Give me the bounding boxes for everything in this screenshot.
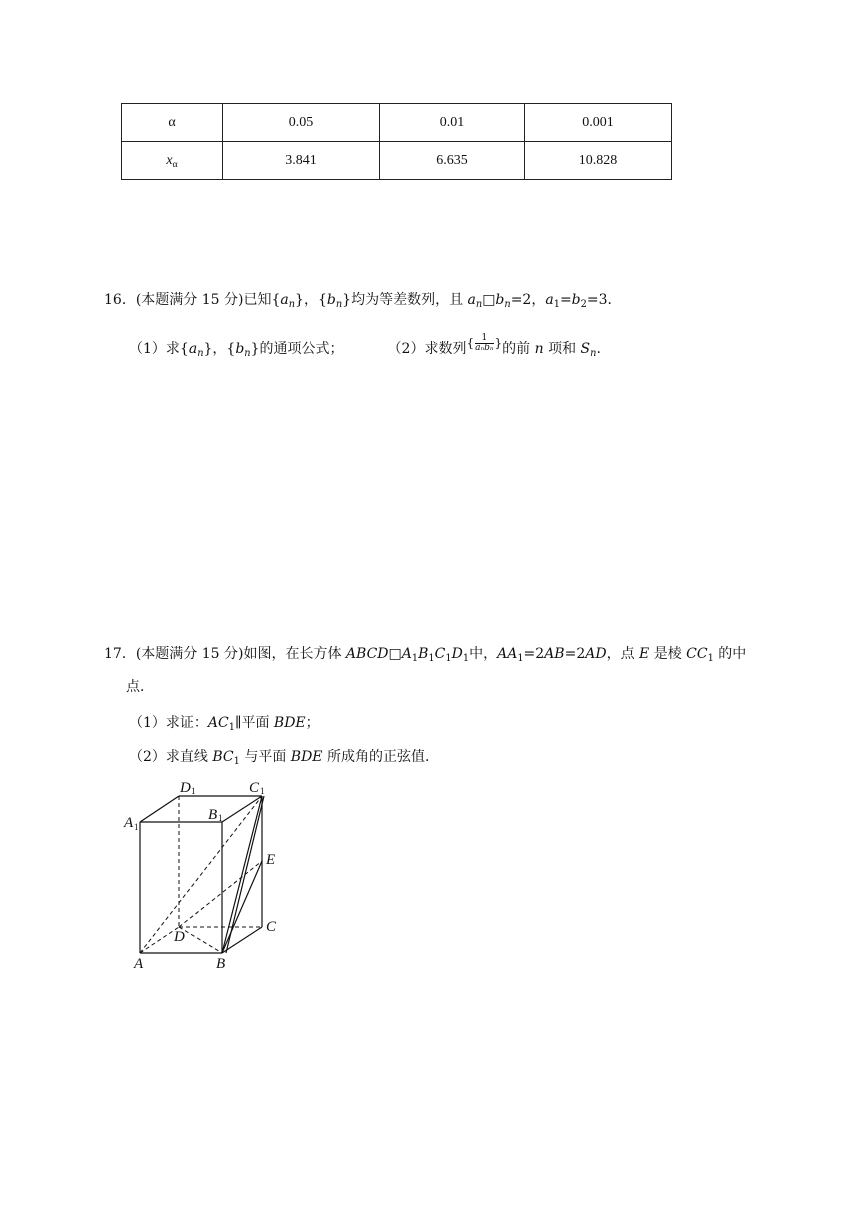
label-C1: C — [249, 780, 260, 796]
question-17-part-1 — [129, 713, 320, 733]
text: 与平面 — [244, 749, 287, 765]
brace-left: { — [466, 336, 475, 350]
label-D: D — [174, 929, 185, 945]
text: =3． — [586, 292, 622, 308]
sub-2: 2 — [580, 298, 587, 310]
text: }的通项公式； — [250, 341, 344, 357]
text: }均为等差数列，且 — [342, 292, 468, 308]
text: ，点 — [606, 646, 635, 662]
text: □ — [388, 646, 402, 662]
var-S: S — [580, 341, 591, 357]
label-sub: 1 — [134, 822, 139, 832]
text: 的中 — [718, 646, 747, 662]
var-AA: AA — [497, 646, 518, 662]
fraction-denominator: aₙbₙ — [475, 342, 494, 353]
sub-1: 1 — [233, 755, 240, 767]
text: （2）求数列 — [387, 341, 467, 357]
table-cell: 0.01 — [380, 104, 525, 142]
sub-n: n — [590, 347, 597, 359]
fraction — [475, 334, 493, 353]
question-16-parts — [129, 332, 601, 359]
table-cell — [122, 142, 223, 180]
sub-n: n — [335, 298, 343, 310]
text: . — [596, 341, 601, 357]
sub-n: n — [244, 347, 251, 359]
question-17-stem — [104, 644, 746, 664]
text: 的前 — [502, 341, 531, 357]
table-cell: 0.05 — [223, 104, 380, 142]
label-C: C — [266, 919, 277, 935]
label-B1: B — [208, 807, 218, 823]
text: }，{ — [203, 341, 236, 357]
cuboid-figure — [118, 772, 298, 982]
alpha-subscript: α — [172, 158, 178, 170]
text: （1）求{ — [129, 341, 189, 357]
critical-value-table — [121, 103, 672, 180]
text: (本题满分 15 分)如图，在长方体 — [135, 646, 342, 662]
sub-n: n — [197, 347, 204, 359]
text: （2）求直线 — [129, 749, 208, 765]
text: = — [559, 292, 572, 308]
var-b: b — [326, 292, 336, 308]
segment-D-B — [179, 927, 222, 953]
label-sub: 1 — [218, 813, 223, 823]
solid-name: ABCD — [345, 646, 389, 662]
var-E: E — [639, 646, 650, 662]
var-BC: BC — [212, 749, 234, 765]
var-D: D — [451, 646, 463, 662]
text: =2 — [523, 646, 545, 662]
label-B: B — [216, 956, 226, 972]
question-number: 17． — [104, 646, 136, 662]
sub-n: n — [288, 298, 296, 310]
var-a: a — [280, 292, 289, 308]
brace-right: } — [494, 336, 503, 350]
table-cell: 6.635 — [380, 142, 525, 180]
sub-n: n — [475, 298, 483, 310]
text: }，{ — [295, 292, 327, 308]
question-number: 16． — [104, 292, 136, 308]
text: 是棱 — [653, 646, 682, 662]
var-b: b — [571, 292, 581, 308]
label-E: E — [266, 852, 276, 868]
question-16-stem — [104, 290, 622, 310]
text: 中， — [469, 646, 498, 662]
var-AB: AB — [544, 646, 565, 662]
table-row — [122, 142, 672, 180]
sub-n: n — [504, 298, 511, 310]
segment-D-E — [179, 861, 262, 927]
sub-1: 1 — [428, 652, 435, 664]
table-cell: α — [122, 104, 223, 142]
text: □ — [482, 292, 496, 308]
var-BDE: BDE — [290, 749, 323, 765]
text: （1）求证： — [129, 715, 208, 731]
var-b: b — [235, 341, 245, 357]
var-AD: AD — [585, 646, 607, 662]
var-b: b — [495, 292, 505, 308]
label-sub: 1 — [191, 786, 196, 796]
text: ； — [305, 715, 320, 731]
var-a: a — [467, 292, 476, 308]
sub-1: 1 — [707, 652, 714, 664]
var-BDE: BDE — [273, 715, 306, 731]
question-17-part-2 — [129, 747, 439, 767]
diagonal-A-C1 — [140, 796, 262, 953]
text: =2 — [564, 646, 586, 662]
table-cell: 10.828 — [525, 142, 672, 180]
sub-1: 1 — [517, 652, 524, 664]
sub-1: 1 — [445, 652, 452, 664]
label-D1: D — [180, 780, 191, 796]
sub-1: 1 — [553, 298, 560, 310]
edge-A1-D1 — [140, 796, 179, 822]
label-A1: A — [124, 815, 134, 831]
text: 项和 — [548, 341, 577, 357]
var-C: C — [434, 646, 446, 662]
sub-1: 1 — [228, 721, 235, 733]
text: 所成角的正弦值． — [326, 749, 439, 765]
var-a: a — [545, 292, 554, 308]
x-symbol: x — [166, 152, 173, 168]
fraction-numerator: 1 — [475, 334, 493, 344]
table-cell: 0.001 — [525, 104, 672, 142]
text: =2， — [510, 292, 546, 308]
sub-1: 1 — [411, 652, 419, 664]
sub-1: 1 — [462, 652, 470, 664]
var-AC: AC — [207, 715, 229, 731]
text: ∥平面 — [234, 715, 270, 731]
table-row — [122, 104, 672, 142]
table-cell: 3.841 — [223, 142, 380, 180]
var-CC: CC — [686, 646, 708, 662]
label-sub: 1 — [260, 786, 265, 796]
var-a: a — [188, 341, 198, 357]
text: (本题满分 15 分)已知{ — [135, 292, 281, 308]
question-17-stem-cont: 点． — [126, 679, 154, 695]
var-A: A — [401, 646, 412, 662]
var-B: B — [418, 646, 429, 662]
label-A: A — [134, 956, 144, 972]
var-n: n — [534, 341, 544, 357]
